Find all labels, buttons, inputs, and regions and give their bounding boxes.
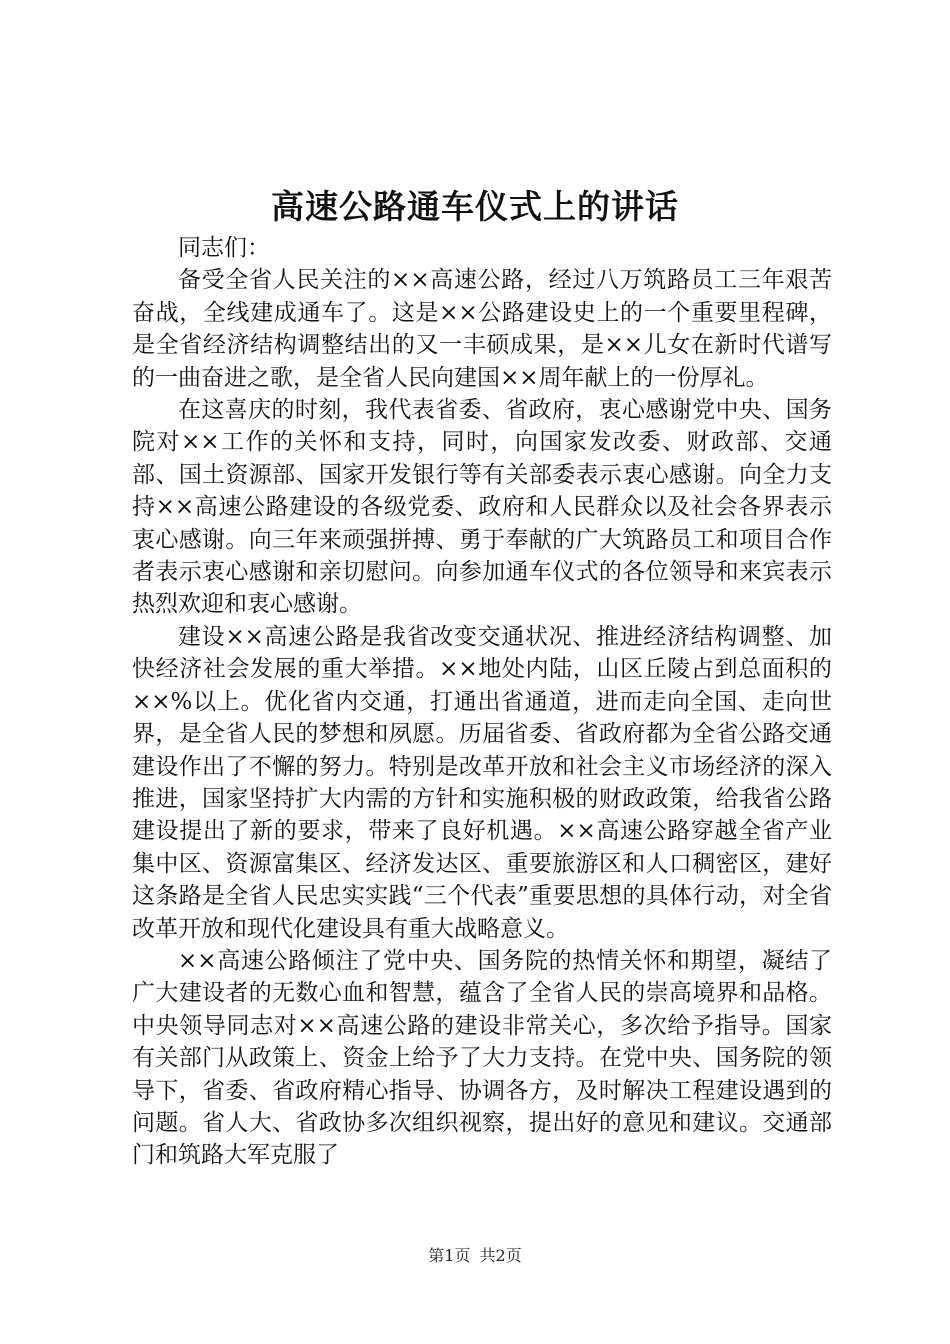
page-total: 共2页 <box>479 1246 522 1265</box>
body-paragraph: 在这喜庆的时刻，我代表省委、省政府，衷心感谢党中央、国务院对××工作的关怀和支持，同时，向国家发改委、财政部、交通部、国土资源部、国家开发银行等有关部委表示衷心感谢。向全力支持××高速公路建设的各级党委、政府和人民群众以及社会各界表示衷心感谢。向三年来顽强拼搏、勇于奉献的广大筑路员工和项目合作者表示衷心感谢和亲切慰问。向参加通车仪式的各位领导和来宾表示热烈欢迎和衷心感谢。 <box>132 397 832 618</box>
document-body <box>132 232 832 1172</box>
body-paragraph: ××高速公路倾注了党中央、国务院的热情关怀和期望，凝结了广大建设者的无数心血和智慧，蕴含了全省人民的崇高境界和品格。中央领导同志对××高速公路的建设非常关心，多次给予指导。国家有关部门从政策上、资金上给予了大力支持。在党中央、国务院的领导下，省委、省政府精心指导、协调各方，及时解决工程建设遇到的问题。省人大、省政协多次组织视察，提出好的意见和建议。交通部门和筑路大军克服了 <box>132 947 832 1169</box>
page-footer <box>0 1244 950 1268</box>
page-number: 第1页 <box>428 1246 471 1265</box>
body-paragraph: 备受全省人民关注的××高速公路，经过八万筑路员工三年艰苦奋战，全线建成通车了。这是××公路建设史上的一个重要里程碑，是全省经济结构调整结出的又一丰硕成果，是××儿女在新时代谱写的一曲奋进之歌，是全省人民向建国××周年献上的一份厚礼。 <box>132 267 832 391</box>
salutation-paragraph: 同志们： <box>178 235 270 261</box>
body-paragraph: 建设××高速公路是我省改变交通状况、推进经济结构调整、加快经济社会发展的重大举措。××地处内陆，山区丘陵占到总面积的××%以上。优化省内交通，打通出省通道，进而走向全国、走向世界，是全省人民的梦想和夙愿。历届省委、省政府都为全省公路交通建设作出了不懈的努力。特别是改革开放和社会主义市场经济的深入推进，国家坚持扩大内需的方针和实施积极的财政政策，给我省公路建设提出了新的要求，带来了良好机遇。××高速公路穿越全省产业集中区、资源富集区、经济发达区、重要旅游区和人口稠密区，建好这条路是全省人民忠实实践“三个代表”重要思想的具体行动，对全省改革开放和现代化建设具有重大战略意义。 <box>132 623 832 942</box>
document-title: 高速公路通车仪式上的讲话 <box>271 187 679 226</box>
